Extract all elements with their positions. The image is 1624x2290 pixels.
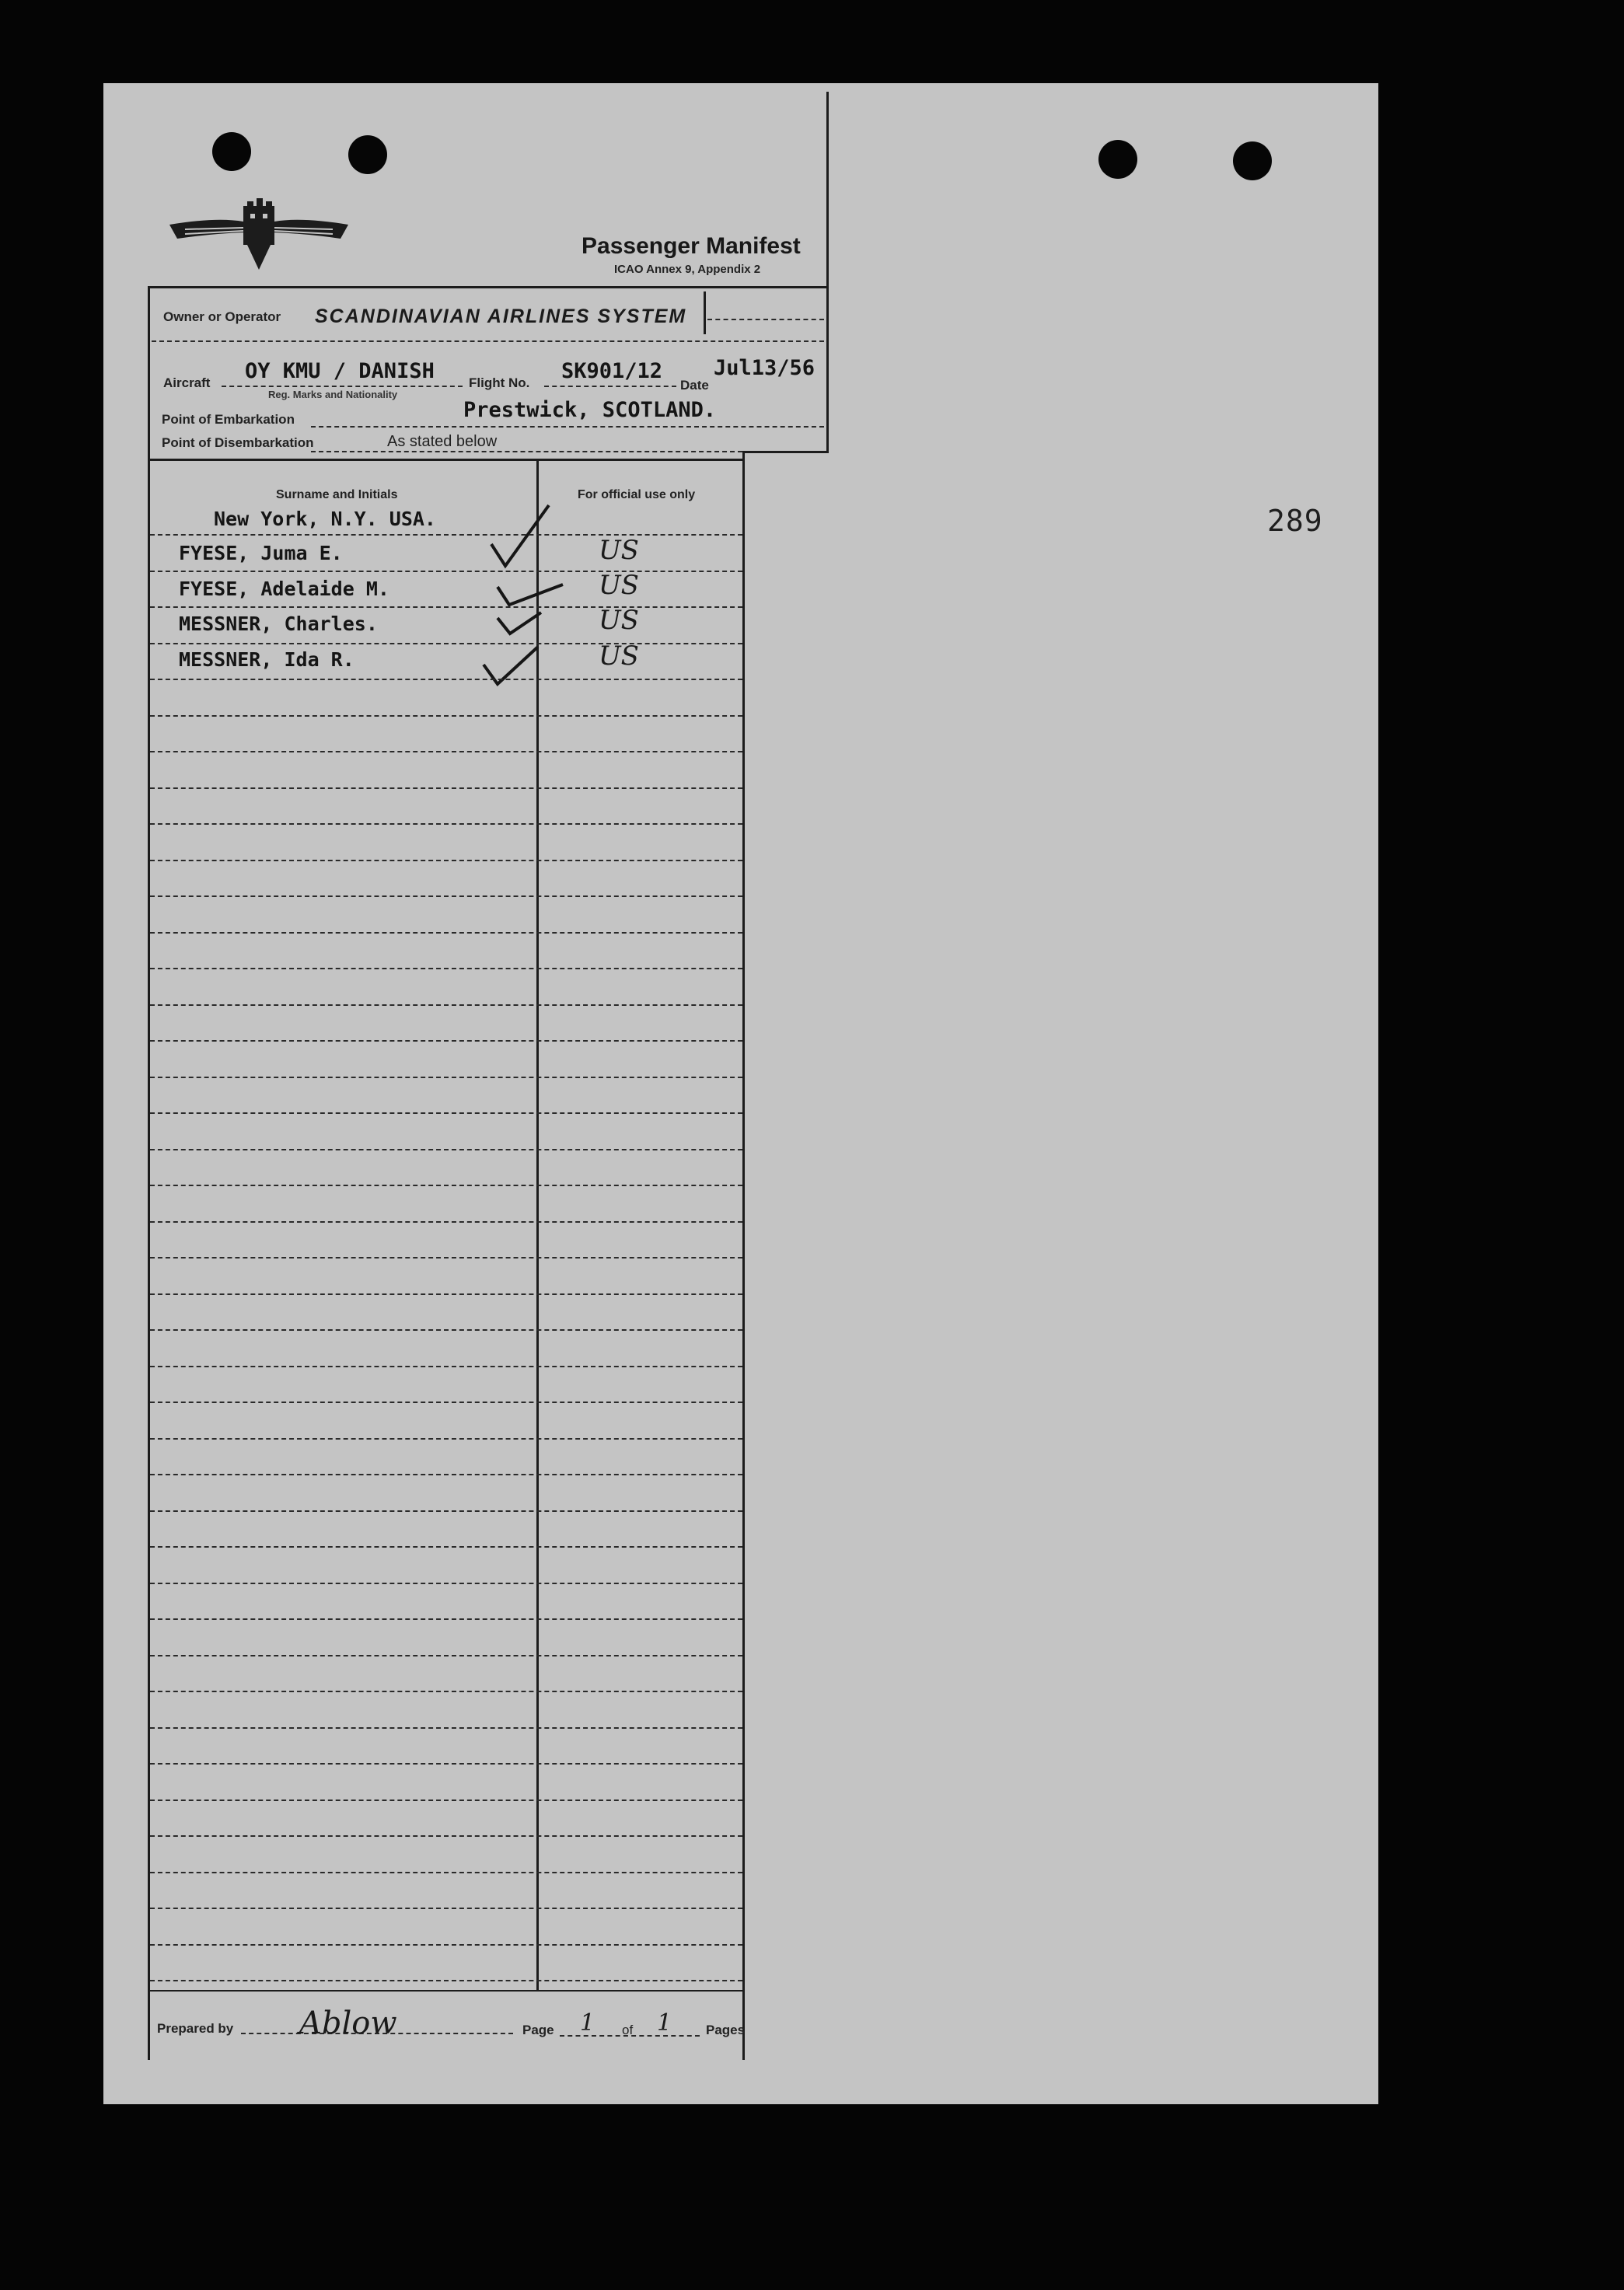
table-rule: [150, 1474, 742, 1475]
official-mark: US: [599, 641, 639, 672]
table-rule: [150, 1655, 742, 1656]
page-label: Page: [522, 2023, 554, 2037]
table-rule: [150, 968, 742, 969]
table-rule: [150, 1077, 742, 1078]
flight-value: SK901/12: [561, 359, 663, 383]
table-rule: [150, 1185, 742, 1186]
embarkation-label: Point of Embarkation: [162, 412, 295, 427]
disembarkation-label: Point of Disembarkation: [162, 435, 314, 450]
table-rule: [150, 1149, 742, 1150]
date-value: Jul13/56: [714, 356, 815, 380]
aircraft-value: OY KMU / DANISH: [245, 359, 435, 383]
table-rule: [150, 1329, 742, 1331]
table-rule: [150, 1583, 742, 1584]
table-rule: [150, 643, 742, 644]
table-rule: [150, 1112, 742, 1114]
official-mark: US: [599, 535, 639, 566]
table-rule: [150, 1546, 742, 1548]
table-rule: [150, 1257, 742, 1258]
destination-value: New York, N.Y. USA.: [214, 508, 436, 530]
form-subtitle: ICAO Annex 9, Appendix 2: [614, 263, 761, 276]
table-rule: [150, 1908, 742, 1909]
table-rule: [150, 1402, 742, 1403]
table-rule: [150, 751, 742, 752]
table-rule: [150, 1293, 742, 1295]
table-rule: [150, 787, 742, 789]
passenger-name: FYESE, Adelaide M.: [179, 578, 389, 600]
table-rule: [150, 1438, 742, 1440]
aircraft-sublabel: Reg. Marks and Nationality: [268, 389, 398, 400]
page-number: 1: [580, 2009, 595, 2037]
disembarkation-value: As stated below: [387, 433, 498, 450]
owner-label: Owner or Operator: [163, 309, 281, 324]
table-rule: [150, 860, 742, 861]
aircraft-label: Aircraft: [163, 375, 211, 390]
table-rule: [150, 1691, 742, 1692]
passenger-name: MESSNER, Ida R.: [179, 648, 354, 671]
pages-label: Pages: [706, 2023, 746, 2037]
table-rule: [150, 1835, 742, 1837]
table-rule: [150, 1980, 742, 1981]
table-rule: [150, 1872, 742, 1873]
table-rule: [150, 1763, 742, 1765]
table-rule: [150, 679, 742, 680]
official-mark: US: [599, 605, 639, 636]
table-rule: [150, 895, 742, 897]
official-mark: US: [599, 570, 639, 601]
table-rule: [150, 1727, 742, 1729]
table-rule: [150, 1040, 742, 1042]
flight-label: Flight No.: [469, 375, 530, 390]
archive-stamp-number: 289: [1267, 504, 1323, 538]
table-rule: [150, 606, 742, 608]
table-rule: [150, 1944, 742, 1946]
column-header-official: For official use only: [578, 488, 696, 501]
of-label: of: [622, 2023, 634, 2037]
passenger-name: MESSNER, Charles.: [179, 613, 378, 635]
page-total: 1: [657, 2009, 672, 2037]
table-rule: [150, 932, 742, 934]
table-rule: [150, 1004, 742, 1006]
owner-value: SCANDINAVIAN AIRLINES SYSTEM: [315, 305, 687, 327]
prepared-by-label: Prepared by: [157, 2021, 234, 2036]
date-label: Date: [680, 378, 709, 393]
table-rule: [150, 1618, 742, 1620]
table-rule: [150, 715, 742, 717]
table-rule: [150, 534, 742, 536]
prepared-by-signature: Ablow: [299, 2005, 397, 2041]
table-rule: [150, 1800, 742, 1801]
form-title: Passenger Manifest: [581, 233, 801, 259]
table-rule: [150, 1510, 742, 1512]
embarkation-value: Prestwick, SCOTLAND.: [463, 398, 717, 422]
table-rule: [150, 1221, 742, 1223]
table-rule: [150, 1366, 742, 1367]
column-header-surname: Surname and Initials: [276, 488, 398, 501]
passenger-name: FYESE, Juma E.: [179, 542, 343, 564]
table-rule: [150, 823, 742, 825]
table-rule: [150, 571, 742, 572]
